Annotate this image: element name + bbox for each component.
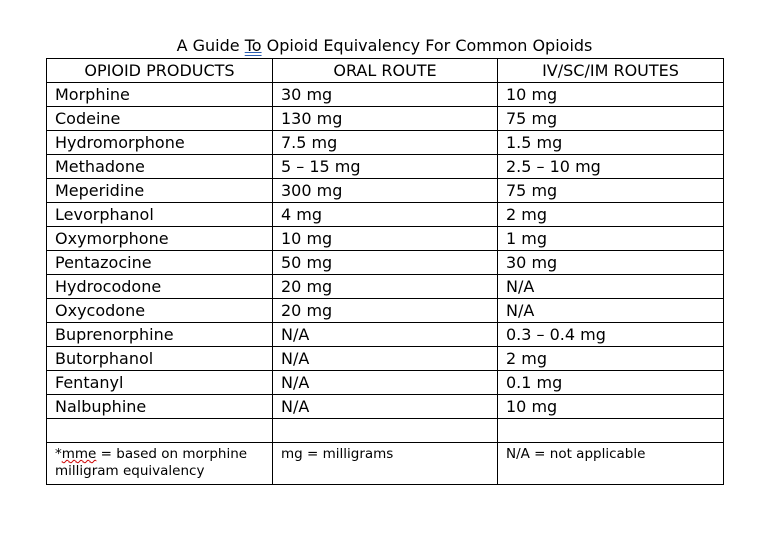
document-title xyxy=(46,35,723,57)
oral-cell: 5 – 15 mg xyxy=(273,155,498,179)
oral-cell: 50 mg xyxy=(273,251,498,275)
table-row xyxy=(47,299,724,323)
footnote-mme-term: mme xyxy=(61,446,97,462)
table-row xyxy=(47,347,724,371)
empty-cell xyxy=(47,419,273,443)
empty-cell xyxy=(498,419,724,443)
table-row xyxy=(47,203,724,227)
opioid-cell: Buprenorphine xyxy=(47,323,273,347)
iv-cell: N/A xyxy=(498,275,724,299)
opioid-cell: Meperidine xyxy=(47,179,273,203)
title-underlined-word: To xyxy=(244,36,262,55)
header-opioid-products: OPIOID PRODUCTS xyxy=(47,59,273,83)
table-row xyxy=(47,323,724,347)
oral-cell: N/A xyxy=(273,347,498,371)
opioid-cell: Codeine xyxy=(47,107,273,131)
table-row xyxy=(47,227,724,251)
iv-cell: 10 mg xyxy=(498,83,724,107)
opioid-cell: Oxycodone xyxy=(47,299,273,323)
oral-cell: 130 mg xyxy=(273,107,498,131)
table-row xyxy=(47,131,724,155)
oral-cell: 20 mg xyxy=(273,299,498,323)
iv-cell: 2.5 – 10 mg xyxy=(498,155,724,179)
table-row xyxy=(47,179,724,203)
iv-cell: 2 mg xyxy=(498,203,724,227)
oral-cell: 30 mg xyxy=(273,83,498,107)
oral-cell: N/A xyxy=(273,371,498,395)
iv-cell: 0.1 mg xyxy=(498,371,724,395)
opioid-cell: Hydromorphone xyxy=(47,131,273,155)
oral-cell: 7.5 mg xyxy=(273,131,498,155)
opioid-equivalency-table xyxy=(46,58,724,485)
footnote-asterisk: * xyxy=(55,446,62,462)
iv-cell: 10 mg xyxy=(498,395,724,419)
opioid-cell: Morphine xyxy=(47,83,273,107)
oral-cell: 300 mg xyxy=(273,179,498,203)
iv-cell: N/A xyxy=(498,299,724,323)
opioid-cell: Fentanyl xyxy=(47,371,273,395)
opioid-cell: Nalbuphine xyxy=(47,395,273,419)
iv-cell: 1 mg xyxy=(498,227,724,251)
table-row xyxy=(47,275,724,299)
opioid-cell: Hydrocodone xyxy=(47,275,273,299)
footnote-row xyxy=(47,443,724,485)
table-row xyxy=(47,251,724,275)
table-row xyxy=(47,371,724,395)
table-row xyxy=(47,107,724,131)
oral-cell: 10 mg xyxy=(273,227,498,251)
empty-cell xyxy=(273,419,498,443)
opioid-cell: Oxymorphone xyxy=(47,227,273,251)
opioid-cell: Levorphanol xyxy=(47,203,273,227)
table-row xyxy=(47,83,724,107)
iv-cell: 75 mg xyxy=(498,179,724,203)
footnote-na: N/A = not applicable xyxy=(498,443,724,485)
iv-cell: 75 mg xyxy=(498,107,724,131)
footnote-mme xyxy=(47,443,273,485)
oral-cell: N/A xyxy=(273,395,498,419)
oral-cell: N/A xyxy=(273,323,498,347)
iv-cell: 30 mg xyxy=(498,251,724,275)
oral-cell: 20 mg xyxy=(273,275,498,299)
opioid-cell: Butorphanol xyxy=(47,347,273,371)
header-oral-route: ORAL ROUTE xyxy=(273,59,498,83)
header-iv-routes: IV/SC/IM ROUTES xyxy=(498,59,724,83)
opioid-cell: Pentazocine xyxy=(47,251,273,275)
table-row xyxy=(47,395,724,419)
title-prefix: A Guide xyxy=(176,36,245,55)
table-row xyxy=(47,155,724,179)
iv-cell: 0.3 – 0.4 mg xyxy=(498,323,724,347)
oral-cell: 4 mg xyxy=(273,203,498,227)
opioid-cell: Methadone xyxy=(47,155,273,179)
header-row xyxy=(47,59,724,83)
footnote-mg: mg = milligrams xyxy=(273,443,498,485)
iv-cell: 2 mg xyxy=(498,347,724,371)
title-suffix: Opioid Equivalency For Common Opioids xyxy=(261,36,593,55)
blank-row xyxy=(47,419,724,443)
iv-cell: 1.5 mg xyxy=(498,131,724,155)
footnote-mme-definition: = based on morphine milligram equivalency xyxy=(55,446,248,479)
